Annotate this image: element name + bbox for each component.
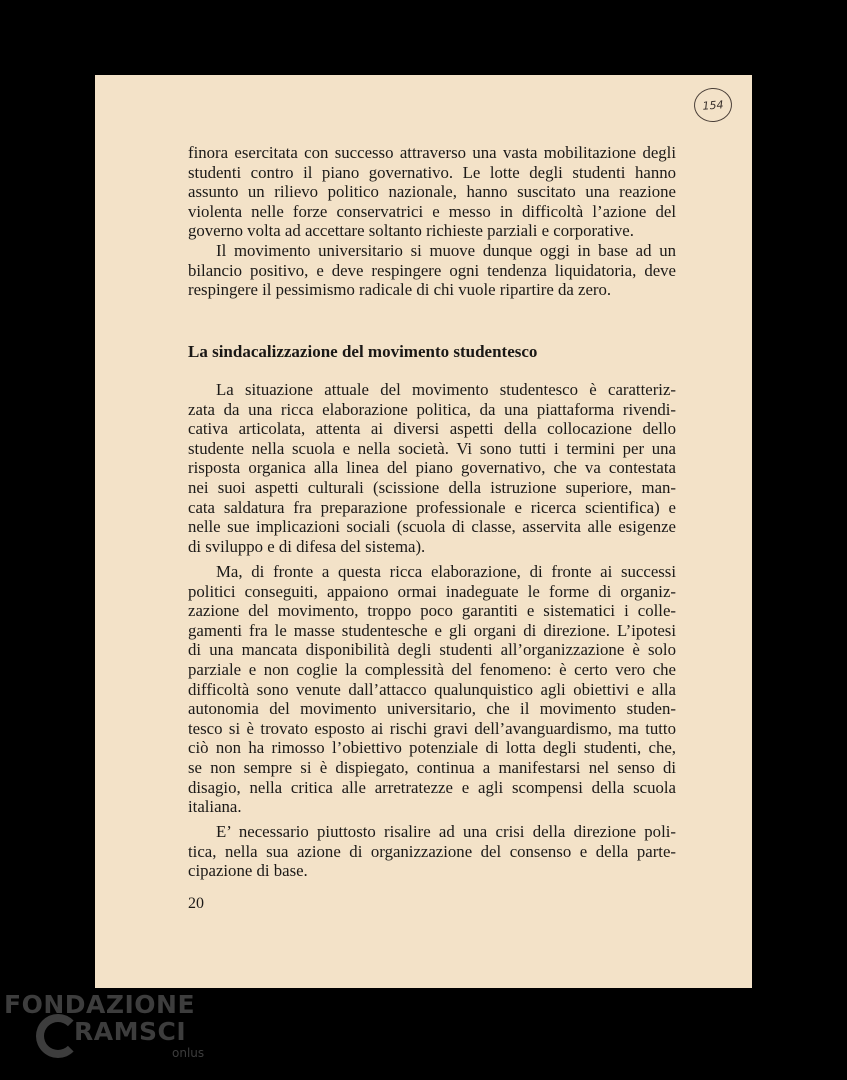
text-line: violenta nelle forze conservatrici e messo in difficoltà l’azione del <box>188 201 676 221</box>
text-line: di sviluppo e di difesa del sistema). <box>188 536 426 556</box>
logo-line-1: FONDAZIONE <box>4 990 196 1019</box>
text-line: parziale e non coglie la complessità del fenomeno: è certo vero che <box>188 659 676 679</box>
text-line: respingere il pessimismo radicale di chi vuole ripartire da zero. <box>188 280 612 300</box>
text-line: bilancio positivo, e deve respingere ogni tendenza liquidatoria, deve <box>188 260 676 280</box>
logo-line-3: onlus <box>172 1046 205 1060</box>
text-line: difficoltà sono venute dall’attacco qualunquistico agli obiettivi e alla <box>188 679 676 699</box>
text-line: Il movimento universitario si muove dunque oggi in base ad un <box>216 241 676 260</box>
text-line: politici conseguiti, appaiono ormai inadeguate le forme di organiz- <box>188 581 676 601</box>
stamp-number: 154 <box>702 97 724 113</box>
text-line: nei suoi aspetti culturali (scissione della istruzione superiore, man- <box>188 477 676 497</box>
paragraph-4 <box>188 562 676 817</box>
text-line: Ma, di fronte a questa ricca elaborazione, di fronte ai successi <box>216 562 676 581</box>
section-heading: La sindacalizzazione del movimento studentesco <box>188 342 538 361</box>
text-line: assunto un rilievo politico nazionale, hanno suscitato una reazione <box>188 182 676 202</box>
text-line: cipazione di base. <box>188 861 308 881</box>
text-line: di una mancata disponibilità degli studenti all’organizzazione è solo <box>188 640 676 660</box>
text-line: finora esercitata con successo attraverso una vasta mobilitazione degli <box>188 143 676 162</box>
text-line: autonomia del movimento universitario, che il movimento studen- <box>188 699 676 719</box>
paragraph-5 <box>188 822 676 881</box>
text-line: cata saldatura fra preparazione professionale e ricerca scientifica) e <box>188 497 676 517</box>
text-line: tica, nella sua azione di organizzazione del consenso e della parte- <box>188 841 676 861</box>
text-line: zata da una ricca elaborazione politica, da una piattaforma rivendi- <box>188 399 676 419</box>
logo-line-2: RAMSCI <box>74 1017 187 1046</box>
text-line: se non sempre si è dispiegato, continua a manifestarsi nel senso di <box>188 757 676 777</box>
fondazione-gramsci-logo <box>4 990 224 1075</box>
text-line: E’ necessario piuttosto risalire ad una crisi della direzione poli- <box>216 822 676 841</box>
text-line: zazione del movimento, troppo poco garantiti e sistematici i colle- <box>188 601 676 621</box>
text-line: nelle sue implicazioni sociali (scuola di classe, asservita alle esigenze <box>188 517 676 537</box>
paragraph-1 <box>188 143 676 241</box>
text-line: La situazione attuale del movimento studentesco è caratteriz- <box>216 380 676 399</box>
text-line: italiana. <box>188 797 242 817</box>
text-line: disagio, nella critica alle arretratezze e agli scompensi della scuola <box>188 777 676 797</box>
paragraph-2 <box>188 241 676 300</box>
text-line: studenti contro il piano governativo. Le lotte degli studenti hanno <box>188 162 676 182</box>
text-line: governo volta ad accettare soltanto richieste parziali e corporative. <box>188 221 634 241</box>
text-line: ciò non ha rimosso l’obiettivo potenziale di lotta degli studenti, che, <box>188 738 676 758</box>
text-line: risposta organica alla linea del piano governativo, che va contestata <box>188 458 676 478</box>
text-line: gamenti fra le masse studentesche e gli organi di direzione. L’ipotesi <box>188 620 676 640</box>
text-line: studente nella scuola e nella società. Vi sono tutti i termini per una <box>188 438 676 458</box>
text-line: tesco si è trovato esposto ai rischi gravi dell’avanguardismo, ma tutto <box>188 718 676 738</box>
page-number: 20 <box>188 895 204 912</box>
paragraph-3 <box>188 380 676 556</box>
text-line: cativa articolata, attenta ai diversi aspetti della collocazione dello <box>188 419 676 439</box>
